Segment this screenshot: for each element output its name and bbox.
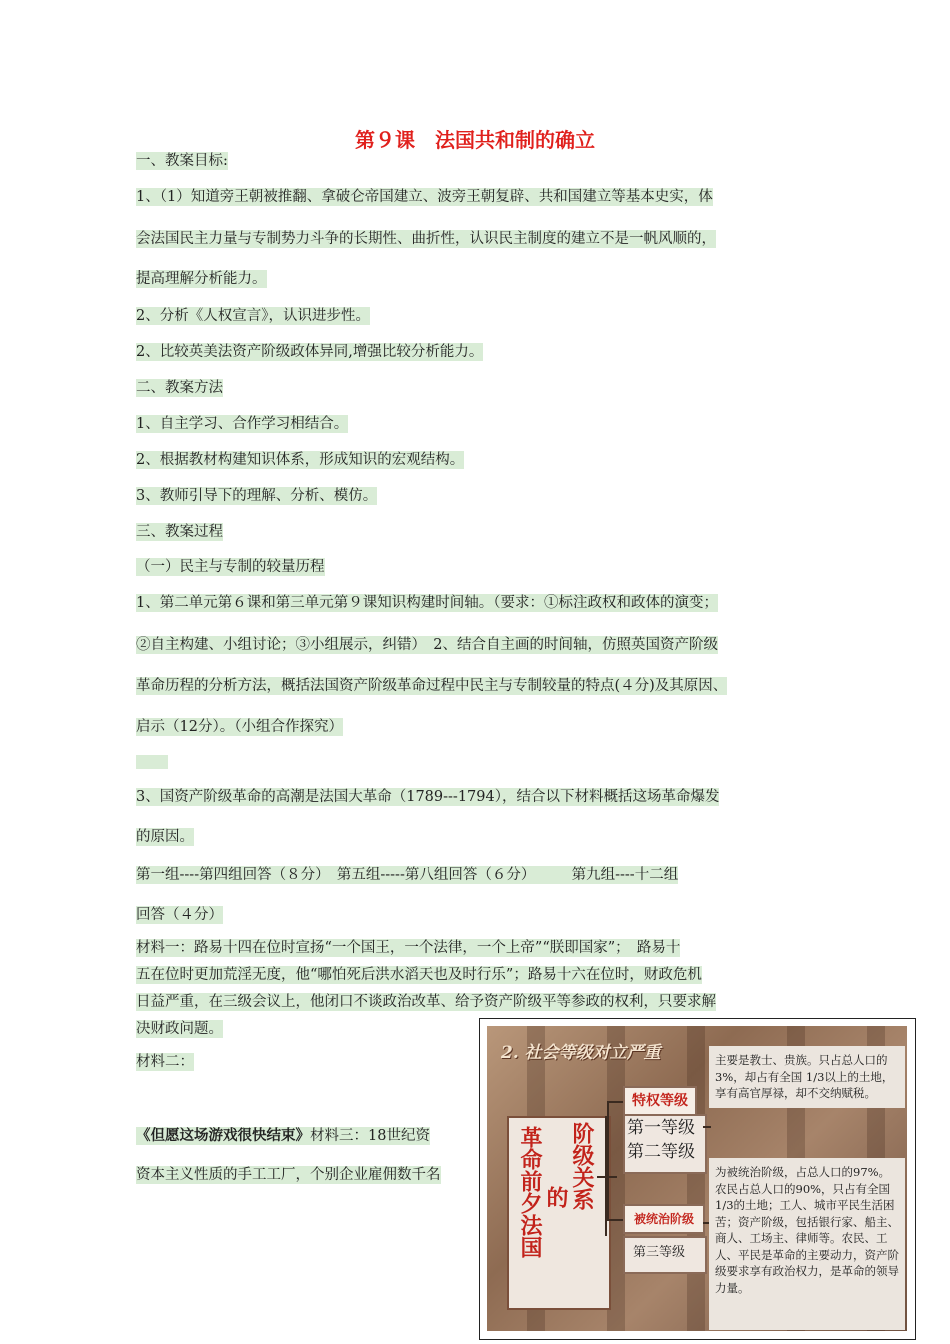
material2-caption: 《但愿这场游戏很快结束》 xyxy=(136,1127,310,1144)
last-line-text: 资本主义性质的手工工厂，个别企业雇佣数千名 xyxy=(136,1167,441,1183)
text-line-content: ②自主构建、小组讨论；③小组展示，纠错） 2、结合自主画的时间轴，仿照英国资产阶级 xyxy=(136,637,718,653)
text-line xyxy=(136,451,464,469)
text-line-content: 3、教师引导下的理解、分析、模仿。 xyxy=(136,488,378,504)
text-line-content: 材料二： xyxy=(136,1054,194,1070)
vertical-label-mid: 的 xyxy=(543,1186,569,1208)
text-line xyxy=(136,594,718,612)
text-line-content: 第一组----第四组回答（８分） 第五组-----第八组回答（６分） 第九组----十二组 xyxy=(136,867,679,883)
text-line xyxy=(136,270,267,288)
ruled-class-tag: 被统治阶级 xyxy=(623,1204,705,1234)
text-line-content: 三、教案过程 xyxy=(136,524,223,540)
class-relations-figure xyxy=(479,1018,916,1340)
figure-heading: 2. 社会等级对立严重 xyxy=(501,1043,661,1063)
text-line xyxy=(136,906,223,924)
text-line xyxy=(136,677,727,695)
text-line-content: 革命历程的分析方法，概括法国资产阶级革命过程中民主与专制较量的特点(４分)及其原因、 xyxy=(136,678,728,694)
text-line-content: 启示（12分）。（小组合作探究） xyxy=(136,719,343,735)
text-line-content: 的原因。 xyxy=(136,829,194,845)
text-line-content: （一）民主与专制的较量历程 xyxy=(136,559,325,575)
second-estate-label: 第二等级 xyxy=(627,1142,695,1162)
ruled-note: 为被统治阶级，占总人口的97%。农民占总人口的90%，只占有全国 1/3的土地；工人、城市平民生活困苦；资产阶级，包括银行家、船主、商人、工场主、律师等。农民、工人、平民是革命的主要动力，资产阶级要求享有政治权力，是革命的领导力量。 xyxy=(709,1158,905,1330)
figure-background xyxy=(487,1026,907,1331)
text-line-content: 1、（1）知道旁王朝被推翻、拿破仑帝国建立、波旁王朝复辟、共和国建立等基本史实，体 xyxy=(136,189,713,205)
last-line xyxy=(136,1166,441,1184)
text-line xyxy=(136,152,228,170)
text-line-content: 日益严重，在三级会议上，他闭口不谈政治改革、给予资产阶级平等参政的权利，只要求解 xyxy=(136,994,716,1010)
text-line xyxy=(136,993,716,1011)
first-estate-label: 第一等级 xyxy=(627,1118,695,1138)
text-line-content: 决财政问题。 xyxy=(136,1021,223,1037)
text-line xyxy=(136,966,702,984)
highlight-blank xyxy=(136,755,168,769)
text-line-content: 五在位时更加荒淫无度，他“哪怕死后洪水滔天也及时行乐”；路易十六在位时，财政危机 xyxy=(136,967,702,983)
text-line-content: 2、分析《人权宣言》，认识进步性。 xyxy=(136,308,370,324)
text-line xyxy=(136,1053,194,1071)
text-line-content: 3、国资产阶级革命的高潮是法国大革命（1789---1794），结合以下材料概括这场革命爆发 xyxy=(136,789,720,805)
text-line xyxy=(136,866,678,884)
text-line-content: 二、教案方法 xyxy=(136,380,223,396)
text-line xyxy=(136,1020,223,1038)
text-line xyxy=(136,636,718,654)
text-line-content: 2、比较英美法资产阶级政体异同,增强比较分析能力。 xyxy=(136,344,484,360)
text-line-content: 提高理解分析能力。 xyxy=(136,271,267,287)
text-line-content: 材料一：路易十四在位时宣扬“一个国王，一个法律，一个上帝”“朕即国家”； 路易十 xyxy=(136,940,681,956)
text-line-content: 1、自主学习、合作学习相结合。 xyxy=(136,416,349,432)
text-line xyxy=(136,343,483,361)
text-line-content: 回答（４分） xyxy=(136,907,223,923)
text-line xyxy=(136,718,343,736)
material3-text: 材料三：18世纪资 xyxy=(310,1128,430,1144)
vertical-label-left: 革命前夕法国 xyxy=(517,1126,543,1258)
text-line xyxy=(136,230,716,248)
material3-line xyxy=(136,1127,430,1145)
text-line xyxy=(136,487,377,505)
text-line-content: 会法国民主力量与专制势力斗争的长期性、曲折性，认识民主制度的建立不是一帆风顺的， xyxy=(136,231,716,247)
text-line xyxy=(136,188,713,206)
vertical-label-right: 阶级关系 xyxy=(569,1122,595,1210)
text-line xyxy=(136,939,680,957)
text-line xyxy=(136,558,325,576)
privileged-note: 主要是教士、贵族。只占总人口的3%，却占有全国 1/3以上的土地，享有高官厚禄，却不交纳赋税。 xyxy=(709,1046,905,1108)
text-line-content: 1、第二单元第６课和第三单元第９课知识构建时间轴。（要求：①标注政权和政体的演变； xyxy=(136,595,718,611)
text-line xyxy=(136,415,348,433)
privileged-estate-tag: 特权等级 xyxy=(623,1086,697,1116)
text-line xyxy=(136,379,223,397)
text-line xyxy=(136,828,194,846)
text-line xyxy=(136,788,719,806)
third-estate-label: 第三等级 xyxy=(633,1245,686,1260)
page-title: 第９课 法国共和制的确立 xyxy=(355,128,595,152)
text-line xyxy=(136,523,223,541)
text-line-content: 2、根据教材构建知识体系，形成知识的宏观结构。 xyxy=(136,452,465,468)
text-line-content: 一、教案目标: xyxy=(136,153,228,169)
text-line xyxy=(136,307,370,325)
